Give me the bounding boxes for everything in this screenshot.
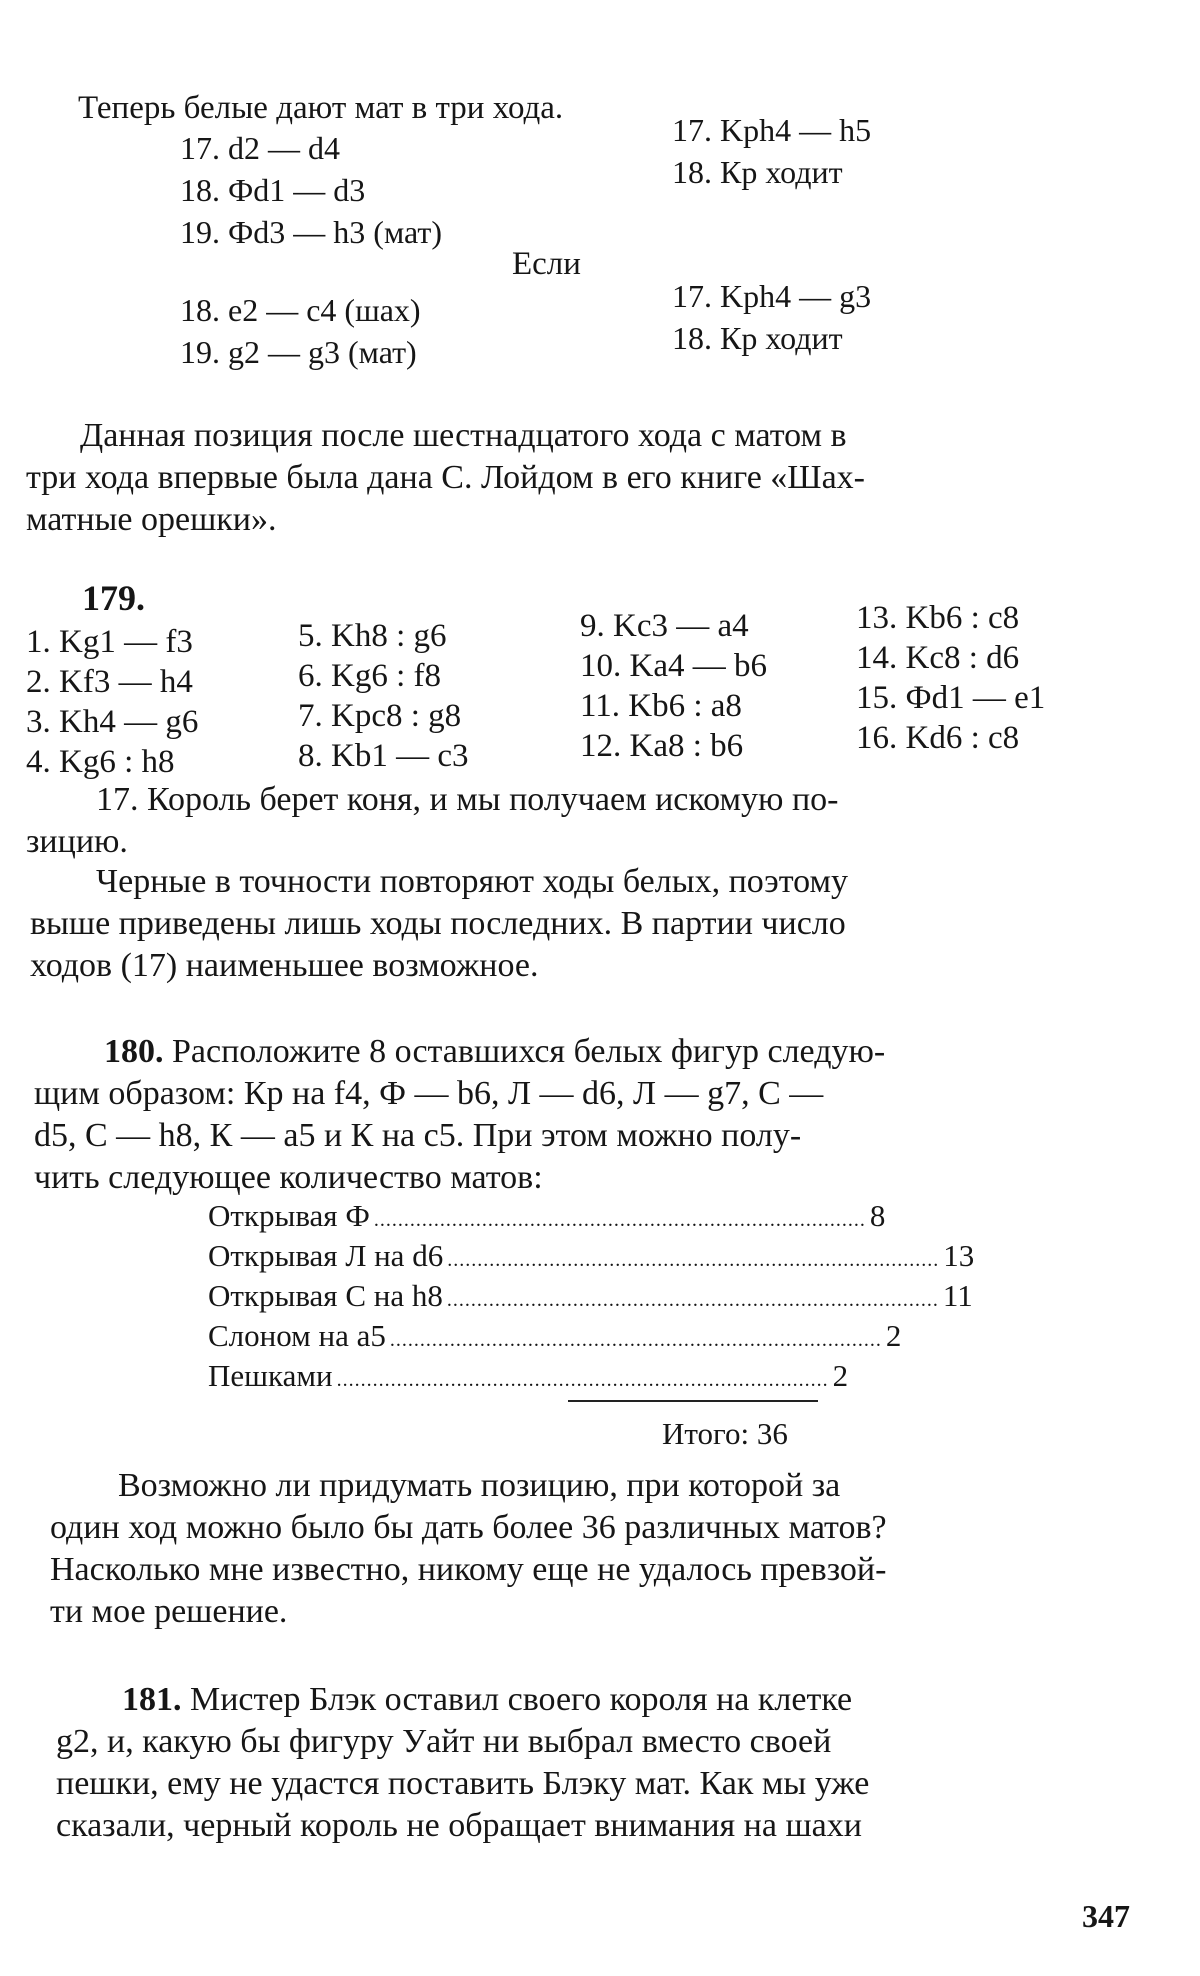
move-line: 12. Ka8 : b6: [580, 728, 744, 764]
paragraph-line: Возможно ли придумать позицию, при которой за: [118, 1467, 841, 1504]
move-line: 6. Kg6 : f8: [298, 658, 441, 694]
paragraph-line: Данная позиция после шестнадцатого хода с матом в: [80, 417, 847, 454]
move-line: 17. Kph4 — h5: [672, 112, 872, 148]
paragraph-line: пешки, ему не удастся поставить Блэку мат. Как мы уже: [56, 1765, 870, 1802]
paragraph-line: ти мое решение.: [50, 1593, 288, 1630]
count-row: [208, 1356, 849, 1400]
move-line: 16. Kd6 : c8: [856, 720, 1020, 756]
move-line: 14. Kc8 : d6: [856, 640, 1020, 676]
paragraph-text: Расположите 8 оставшихся белых фигур следую-: [163, 1033, 886, 1070]
move-line: 2. Kf3 — h4: [26, 664, 193, 700]
paragraph-line: чить следующее количество матов:: [34, 1159, 543, 1196]
count-label: Открывая Ф: [208, 1198, 370, 1233]
paragraph-line: зицию.: [26, 823, 128, 860]
count-value: 13: [943, 1238, 975, 1273]
move-line: 18. e2 — c4 (шах): [180, 292, 421, 328]
paragraph-line: Черные в точности повторяют ходы белых, поэтому: [96, 863, 849, 900]
count-label: Открывая С на h8: [208, 1278, 443, 1313]
dot-leader: ..................................................................................: [389, 1329, 882, 1351]
paragraph-line: [104, 1032, 885, 1072]
move-line: 18. Кр ходит: [672, 154, 843, 190]
paragraph-text: Мистер Блэк оставил своего короля на клетке: [181, 1681, 853, 1718]
paragraph-line: [122, 1680, 852, 1720]
paragraph-line: матные орешки».: [26, 501, 277, 538]
paragraph-line: ходов (17) наименьшее возможное.: [30, 947, 539, 984]
paragraph-line: три хода впервые была дана С. Лойдом в его книге «Шах-: [26, 459, 865, 496]
paragraph-line: d5, С — h8, К — a5 и К на c5. При этом можно полу-: [34, 1117, 802, 1154]
paragraph-line: выше приведены лишь ходы последних. В партии число: [30, 905, 846, 942]
moves-column-3: [580, 606, 767, 766]
move-line: 17. d2 — d4: [180, 130, 340, 166]
paragraph-line: 17. Король берет коня, и мы получаем искомую по-: [96, 781, 839, 818]
moves-column-2: [298, 616, 468, 776]
dot-leader: ..................................................................................: [447, 1249, 940, 1271]
count-row: [208, 1316, 902, 1360]
count-value: 8: [869, 1198, 886, 1233]
intro-text: Теперь белые дают мат в три хода.: [78, 90, 564, 126]
count-row: [208, 1236, 975, 1280]
move-line: 3. Kh4 — g6: [26, 704, 199, 740]
paragraph-line: сказали, черный король не обращает внимания на шахи: [56, 1807, 862, 1844]
problem-number: 180.: [104, 1033, 164, 1070]
move-line: 1. Kg1 — f3: [26, 624, 193, 660]
count-value: 2: [885, 1318, 902, 1353]
count-label: Слоном на a5: [208, 1318, 386, 1353]
dot-leader: ..................................................................................: [373, 1209, 866, 1231]
move-line: 17. Kph4 — g3: [672, 278, 872, 314]
page-number: 347: [1082, 1898, 1130, 1934]
move-line: 19. Фd3 — h3 (мат): [180, 214, 442, 250]
total-line: Итого: 36: [662, 1416, 788, 1451]
total-rule: [568, 1400, 818, 1402]
move-line: 7. Kpc8 : g8: [298, 698, 462, 734]
move-line: 15. Фd1 — e1: [856, 680, 1046, 716]
moves-column-4: [856, 598, 1045, 758]
move-line: 10. Ka4 — b6: [580, 648, 767, 684]
count-row: [208, 1276, 973, 1320]
count-row: [208, 1196, 886, 1240]
problem-number: 181.: [122, 1681, 182, 1718]
count-value: 2: [832, 1358, 849, 1393]
move-line: 5. Kh8 : g6: [298, 618, 447, 654]
paragraph-line: щим образом: Кр на f4, Ф — b6, Л — d6, Л — g7, С —: [34, 1075, 824, 1112]
count-label: Пешками: [208, 1358, 333, 1393]
move-line: 9. Kc3 — a4: [580, 608, 749, 644]
move-line: 11. Kb6 : a8: [580, 688, 742, 724]
move-line: 19. g2 — g3 (мат): [180, 334, 417, 370]
move-line: 4. Kg6 : h8: [26, 744, 175, 780]
paragraph-line: Насколько мне известно, никому еще не удалось превзой-: [50, 1551, 887, 1588]
count-value: 11: [942, 1278, 973, 1313]
if-label: Если: [512, 246, 581, 282]
dot-leader: ..................................................................................: [446, 1289, 939, 1311]
move-line: 13. Kb6 : c8: [856, 600, 1020, 636]
paragraph-line: один ход можно было бы дать более 36 различных матов?: [50, 1509, 887, 1546]
move-line: 8. Kb1 — c3: [298, 738, 469, 774]
moves-column-1: [26, 622, 198, 782]
dot-leader: ..................................................................................: [336, 1369, 829, 1391]
paragraph-line: g2, и, какую бы фигуру Уайт ни выбрал вместо своей: [56, 1723, 832, 1760]
problem-number: 179.: [82, 578, 145, 618]
move-line: 18. Кр ходит: [672, 320, 843, 356]
count-label: Открывая Л на d6: [208, 1238, 444, 1273]
move-line: 18. Фd1 — d3: [180, 172, 366, 208]
